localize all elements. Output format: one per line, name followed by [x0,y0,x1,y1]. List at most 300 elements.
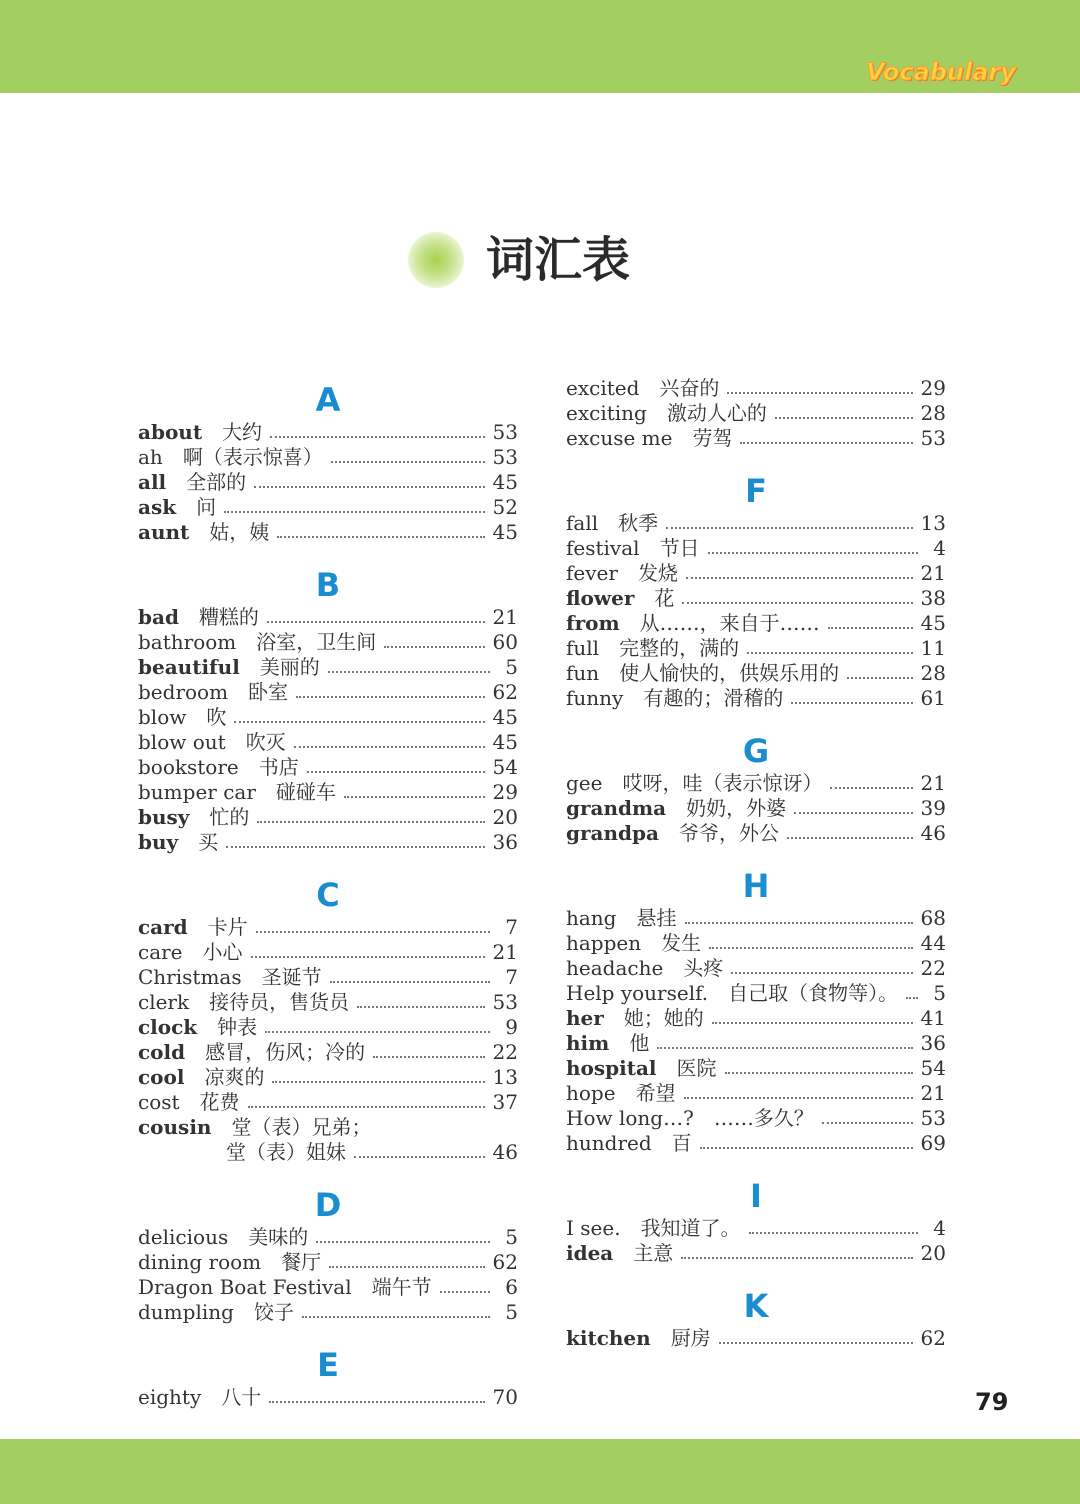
vocab-entry [138,1015,518,1040]
dot-leader [330,981,490,983]
entry-page: 62 [492,680,518,704]
section-gap [138,855,518,871]
vocab-entry [138,780,518,805]
section-letter: C [316,876,340,914]
entry-meaning: 啊（表示惊喜） [182,445,323,469]
entry-meaning: 美丽的 [259,655,320,679]
section-gap [566,1266,946,1282]
entry-page: 54 [492,755,518,779]
entry-word: happen [566,931,642,955]
title-block [408,228,668,292]
vocab-entry [566,1006,946,1031]
vocab-entry [566,636,946,661]
entry-word: ah [138,445,163,469]
dot-leader [906,997,918,999]
vocab-entry [138,655,518,680]
dot-leader [700,1147,913,1149]
vocab-entry [138,445,518,470]
entry-page: 13 [492,1065,518,1089]
vocab-entry [138,680,518,705]
entry-meaning: 主意 [633,1241,674,1265]
vocab-entry [566,1131,946,1156]
vocab-entry [566,401,946,426]
entry-meaning: 花 [654,586,675,610]
section-letter: K [743,1287,769,1325]
dot-leader [296,696,484,698]
entry-word: bumper car [138,780,256,804]
dot-leader [712,1022,913,1024]
entry-page: 37 [492,1090,518,1114]
vocab-entry [566,511,946,536]
dot-leader [384,646,484,648]
entry-word: excuse me [566,426,673,450]
vocab-entry [138,1225,518,1250]
dot-leader [657,1047,912,1049]
entry-word: cool [138,1065,185,1089]
dot-leader [373,1056,484,1058]
entry-meaning: 厨房 [670,1326,711,1350]
section-letter: D [314,1186,342,1224]
vocab-entry [138,730,518,755]
entry-page: 45 [492,705,518,729]
dot-leader [331,461,485,463]
entry-word: hospital [566,1056,657,1080]
dot-leader [277,536,484,538]
entry-word: fun [566,661,600,685]
entry-page: 39 [920,796,946,820]
entry-page: 69 [920,1131,946,1155]
entry-word: aunt [138,520,190,544]
entry-page: 61 [920,686,946,710]
entry-word: card [138,915,188,939]
entry-meaning: 秋季 [618,511,659,535]
entry-word: hundred [566,1131,652,1155]
entry-page: 29 [920,376,946,400]
entry-page: 5 [933,981,946,1005]
entry-word: clerk [138,990,190,1014]
dot-leader [251,956,485,958]
entry-meaning: 饺子 [253,1300,294,1324]
entry-word: busy [138,805,190,829]
entry-word: hang [566,906,617,930]
entry-page: 68 [920,906,946,930]
entry-page: 5 [505,1300,518,1324]
entry-meaning: 自己取（食物等）。 [728,981,899,1005]
entry-page: 7 [505,965,518,989]
entry-line [138,1115,518,1140]
dot-leader [731,972,912,974]
vocab-entry [138,705,518,730]
entry-meaning: 吹 [206,705,227,729]
entry-meaning: 买 [198,830,219,854]
section-letter: E [317,1346,339,1384]
entry-word: all [138,470,167,494]
entry-meaning: 卡片 [207,915,248,939]
entry-word: beautiful [138,655,240,679]
entry-page: 21 [920,771,946,795]
dot-leader [719,1342,913,1344]
entry-word: bookstore [138,755,239,779]
vocab-entry [566,771,946,796]
dot-leader [257,821,484,823]
dot-leader [226,846,484,848]
vocab-entry [566,1326,946,1351]
entry-page: 21 [492,605,518,629]
section-gap [138,1410,518,1426]
entry-meaning: 浴室，卫生间 [256,630,377,654]
entry-page: 13 [920,511,946,535]
entry-word: hope [566,1081,616,1105]
entry-meaning: 八十 [221,1385,262,1409]
vocab-entry [138,420,518,445]
entry-meaning: 餐厅 [281,1250,322,1274]
entry-word: him [566,1031,610,1055]
entry-meaning: 忙的 [209,805,250,829]
vocab-entry [566,611,946,636]
dot-leader [248,1106,485,1108]
entry-word: care [138,940,183,964]
dot-leader [270,436,484,438]
entry-word: blow [138,705,187,729]
entry-page: 53 [920,1106,946,1130]
entry-line [138,1140,518,1165]
section-gap [138,545,518,561]
entry-page: 4 [933,536,946,560]
entry-meaning: 花费 [199,1090,240,1114]
entry-word: about [138,420,203,444]
entry-page: 45 [492,470,518,494]
dot-leader [830,787,912,789]
vocab-entry [138,495,518,520]
vocab-entry [566,1216,946,1241]
entry-meaning-continued: 堂（表）姐妹 [226,1140,346,1164]
dot-leader [269,1401,484,1403]
entry-page: 21 [920,561,946,585]
entry-meaning: 百 [671,1131,692,1155]
entry-meaning: 钟表 [217,1015,258,1039]
section-gap [566,1351,946,1367]
entry-meaning: 小心 [202,940,243,964]
entry-page: 20 [492,805,518,829]
entry-word: Christmas [138,965,242,989]
green-dot-icon [408,232,464,288]
entry-page: 45 [492,520,518,544]
vocab-entry [566,906,946,931]
entry-page: 5 [505,1225,518,1249]
entry-meaning: 感冒，伤风；冷的 [205,1040,366,1064]
dot-leader [685,922,913,924]
entry-page: 22 [492,1040,518,1064]
entry-page: 54 [920,1056,946,1080]
page-number: 79 [975,1388,1009,1416]
entry-word: her [566,1006,604,1030]
entry-word: grandma [566,796,667,820]
entry-page: 36 [920,1031,946,1055]
entry-meaning: 书店 [258,755,299,779]
dot-leader [329,1266,484,1268]
vocab-entry [566,376,946,401]
entry-meaning: 从……，来自于…… [639,611,820,635]
entry-word: delicious [138,1225,229,1249]
vocab-entry [138,830,518,855]
entry-word: grandpa [566,821,659,845]
entry-page: 44 [920,931,946,955]
entry-page: 5 [505,655,518,679]
vocab-entry [138,1065,518,1090]
section-gap [138,1165,518,1181]
section-gap [566,711,946,727]
entry-meaning: 糟糕的 [198,605,259,629]
vocab-column-right [566,376,946,1367]
entry-meaning: 完整的，满的 [619,636,740,660]
entry-word: from [566,611,620,635]
entry-page: 53 [492,445,518,469]
dot-leader [256,931,490,933]
entry-page: 45 [920,611,946,635]
vocab-entry [566,956,946,981]
entry-word: buy [138,830,179,854]
entry-page: 46 [492,1140,518,1164]
entry-meaning: 发烧 [637,561,678,585]
section-gap [138,1325,518,1341]
vocab-column-left [138,376,518,1426]
entry-word: gee [566,771,603,795]
entry-meaning: 悬挂 [636,906,677,930]
entry-word: cousin [138,1115,212,1139]
entry-meaning: 大约 [222,420,263,444]
entry-meaning: 哎呀，哇（表示惊讶） [622,771,823,795]
vocab-entry [566,1106,946,1131]
entry-meaning: 我知道了。 [640,1216,741,1240]
entry-word: bathroom [138,630,237,654]
entry-meaning: 姑，姨 [209,520,270,544]
entry-meaning: 圣诞节 [261,965,322,989]
entry-word: ask [138,495,177,519]
entry-meaning: 问 [196,495,217,519]
dot-leader [747,652,912,654]
entry-meaning: 吹灭 [245,730,286,754]
dot-leader [828,627,913,629]
entry-word: dining room [138,1250,262,1274]
vocab-entry [138,1300,518,1325]
vocab-entry [138,940,518,965]
entry-page: 28 [920,661,946,685]
dot-leader [302,1316,490,1318]
entry-word: dumpling [138,1300,234,1324]
vocab-entry [138,990,518,1015]
entry-page: 29 [492,780,518,804]
vocab-entry [566,1031,946,1056]
entry-word: clock [138,1015,198,1039]
dot-leader [787,837,913,839]
vocab-entry [138,965,518,990]
vocab-entry [566,686,946,711]
vocab-entry [138,470,518,495]
section-letter: I [750,1177,762,1215]
entry-word: Help yourself. [566,981,709,1005]
entry-page: 70 [492,1385,518,1409]
entry-page: 21 [920,1081,946,1105]
entry-meaning: 碰碰车 [275,780,336,804]
entry-page: 22 [920,956,946,980]
dot-leader [794,812,912,814]
dot-leader [234,721,484,723]
entry-page: 28 [920,401,946,425]
entry-meaning: 美味的 [248,1225,309,1249]
entry-meaning: 她；她的 [623,1006,704,1030]
entry-page: 41 [920,1006,946,1030]
entry-meaning: 医院 [676,1056,717,1080]
entry-page: 62 [920,1326,946,1350]
vocab-entry [138,1040,518,1065]
section-gap [566,1156,946,1172]
entry-meaning: 奶奶，外婆 [686,796,787,820]
entry-page: 60 [492,630,518,654]
entry-word: funny [566,686,624,710]
vocab-entry [138,755,518,780]
entry-meaning: 发生 [661,931,702,955]
entry-word: bedroom [138,680,229,704]
section-letter: G [742,732,770,770]
dot-leader [440,1291,490,1293]
vocab-entry [566,1056,946,1081]
entry-page: 20 [920,1241,946,1265]
dot-leader [328,671,490,673]
entry-word: Dragon Boat Festival [138,1275,352,1299]
entry-word: blow out [138,730,226,754]
entry-meaning: 使人愉快的，供娱乐用的 [619,661,840,685]
entry-page: 7 [505,915,518,939]
entry-meaning: 节日 [659,536,700,560]
dot-leader [791,702,912,704]
section-gap [566,846,946,862]
vocabulary-logo: Vocabulary [866,58,1016,86]
entry-word: flower [566,586,635,610]
entry-meaning: 爷爷，外公 [678,821,779,845]
entry-word: kitchen [566,1326,651,1350]
entry-word: idea [566,1241,614,1265]
vocab-entry [566,981,946,1006]
entry-meaning: 兴奋的 [659,376,720,400]
entry-word: headache [566,956,664,980]
dot-leader [316,1241,490,1243]
entry-word: excited [566,376,640,400]
dot-leader [686,577,913,579]
entry-word: cold [138,1040,186,1064]
entry-meaning: ……多久？ [713,1106,814,1130]
dot-leader [354,1156,485,1158]
section-letter: F [745,472,767,510]
dot-leader [682,602,912,604]
page-title: 词汇表 [486,232,631,288]
dot-leader [265,1031,490,1033]
section-letter: A [315,381,341,419]
entry-page: 4 [933,1216,946,1240]
dot-leader [307,771,485,773]
vocab-entry [566,426,946,451]
entry-word: full [566,636,600,660]
dot-leader [224,511,484,513]
entry-meaning: 劳驾 [692,426,733,450]
entry-word: bad [138,605,179,629]
entry-meaning: 堂（表）兄弟； [231,1115,372,1139]
entry-meaning: 端午节 [371,1275,432,1299]
entry-page: 53 [492,990,518,1014]
entry-meaning: 有趣的；滑稽的 [643,686,784,710]
section-letter: H [742,867,770,905]
footer-band [0,1439,1080,1504]
entry-page: 53 [492,420,518,444]
vocab-entry [566,796,946,821]
entry-page: 38 [920,586,946,610]
entry-meaning: 激动人心的 [666,401,767,425]
entry-meaning: 卧室 [248,680,289,704]
vocab-entry [566,661,946,686]
entry-page: 53 [920,426,946,450]
entry-meaning: 接待员，售货员 [209,990,350,1014]
dot-leader [681,1257,912,1259]
dot-leader [775,417,913,419]
vocab-entry [138,630,518,655]
dot-leader [822,1122,913,1124]
dot-leader [749,1232,918,1234]
entry-word: fever [566,561,618,585]
vocab-entry [138,1115,518,1165]
entry-page: 9 [505,1015,518,1039]
vocab-entry [566,1081,946,1106]
dot-leader [267,621,485,623]
dot-leader [294,746,485,748]
entry-page: 21 [492,940,518,964]
entry-page: 6 [505,1275,518,1299]
entry-page: 46 [920,821,946,845]
entry-word: eighty [138,1385,202,1409]
entry-page: 52 [492,495,518,519]
entry-meaning: 凉爽的 [204,1065,265,1089]
dot-leader [254,486,484,488]
dot-leader [740,442,912,444]
entry-page: 45 [492,730,518,754]
dot-leader [847,677,912,679]
dot-leader [708,552,918,554]
section-letter: B [315,566,341,604]
entry-word: fall [566,511,599,535]
entry-word: festival [566,536,640,560]
entry-page: 11 [920,636,946,660]
vocab-entry [138,520,518,545]
entry-meaning: 他 [629,1031,650,1055]
vocab-entry [566,586,946,611]
vocab-entry [138,605,518,630]
vocab-entry [138,1385,518,1410]
vocab-entry [566,561,946,586]
dot-leader [727,392,912,394]
vocab-entry [566,821,946,846]
entry-meaning: 希望 [635,1081,676,1105]
entry-page: 36 [492,830,518,854]
vocab-entry [566,931,946,956]
vocab-entry [566,1241,946,1266]
entry-word: How long…? [566,1106,694,1130]
vocab-entry [138,805,518,830]
dot-leader [684,1097,913,1099]
dot-leader [344,796,485,798]
dot-leader [272,1081,484,1083]
entry-meaning: 头疼 [683,956,724,980]
section-gap [566,451,946,467]
entry-word: cost [138,1090,180,1114]
dot-leader [709,947,912,949]
